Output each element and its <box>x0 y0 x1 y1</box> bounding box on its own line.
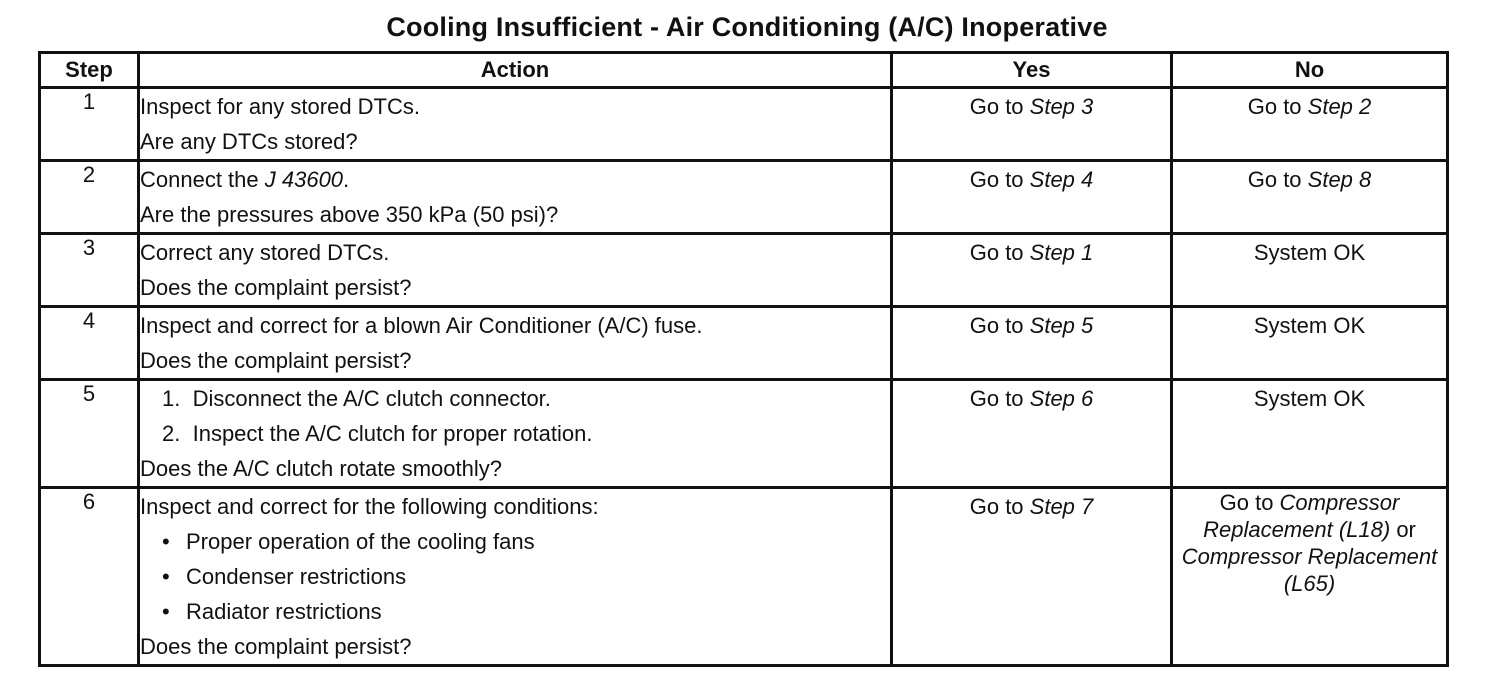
bullet-icon: • <box>162 599 170 624</box>
no-result: System OK <box>1253 313 1366 338</box>
step-number: 4 <box>40 307 139 380</box>
tool-reference: J 43600 <box>264 167 344 192</box>
table-row <box>40 488 1448 666</box>
action-question: Does the complaint persist? <box>140 348 412 373</box>
action-question: Does the A/C clutch rotate smoothly? <box>140 456 502 481</box>
yes-step-link[interactable]: Step 1 <box>1029 240 1094 265</box>
no-step-link[interactable]: Step 2 <box>1307 94 1372 119</box>
yes-prefix: Go to <box>969 386 1030 411</box>
diagnostic-table <box>38 51 1449 667</box>
yes-prefix: Go to <box>969 313 1030 338</box>
yes-cell <box>892 307 1172 380</box>
action-text: Correct any stored DTCs. <box>140 240 390 265</box>
yes-step-link[interactable]: Step 3 <box>1029 94 1094 119</box>
table-row <box>40 380 1448 488</box>
yes-cell <box>892 88 1172 161</box>
table-row <box>40 161 1448 234</box>
action-text: Inspect and correct for a blown Air Conditioner (A/C) fuse. <box>140 313 703 338</box>
yes-cell <box>892 234 1172 307</box>
table-row <box>40 234 1448 307</box>
bullet-icon: • <box>162 564 170 589</box>
table-row <box>40 307 1448 380</box>
action-cell <box>139 488 892 666</box>
no-cell <box>1172 234 1448 307</box>
numbered-item: 2. Inspect the A/C clutch for proper rotation. <box>162 421 593 446</box>
step-number: 3 <box>40 234 139 307</box>
action-cell <box>139 234 892 307</box>
yes-step-link[interactable]: Step 7 <box>1029 494 1094 519</box>
header-no: No <box>1172 53 1448 88</box>
no-cell <box>1172 380 1448 488</box>
action-text: Inspect for any stored DTCs. <box>140 94 420 119</box>
no-prefix: Go to <box>1219 490 1280 515</box>
step-number: 2 <box>40 161 139 234</box>
no-cell <box>1172 88 1448 161</box>
action-cell <box>139 88 892 161</box>
header-row <box>40 53 1448 88</box>
action-text: Connect the J 43600. <box>140 167 350 192</box>
yes-step-link[interactable]: Step 6 <box>1029 386 1094 411</box>
no-cell <box>1172 307 1448 380</box>
yes-cell <box>892 488 1172 666</box>
compressor-replacement-l65-link[interactable]: Compressor Replacement (L65) <box>1181 544 1438 596</box>
action-cell <box>139 307 892 380</box>
bullet-item: • Condenser restrictions <box>140 559 890 594</box>
step-number: 6 <box>40 488 139 666</box>
bullet-item: • Radiator restrictions <box>140 594 890 629</box>
no-step-link[interactable]: Step 8 <box>1307 167 1372 192</box>
table-row <box>40 88 1448 161</box>
bullet-icon: • <box>162 529 170 554</box>
yes-step-link[interactable]: Step 4 <box>1029 167 1094 192</box>
action-cell <box>139 380 892 488</box>
yes-prefix: Go to <box>969 494 1030 519</box>
yes-cell <box>892 380 1172 488</box>
yes-cell <box>892 161 1172 234</box>
step-number: 5 <box>40 380 139 488</box>
yes-prefix: Go to <box>969 167 1030 192</box>
action-text: Inspect and correct for the following conditions: <box>140 494 599 519</box>
no-connector: or <box>1390 517 1416 542</box>
action-cell <box>139 161 892 234</box>
page-title: Cooling Insufficient - Air Conditioning (A/C) Inoperative <box>386 12 1108 42</box>
numbered-item: 1. Disconnect the A/C clutch connector. <box>162 386 551 411</box>
action-question: Does the complaint persist? <box>140 275 412 300</box>
action-question: Are the pressures above 350 kPa (50 psi)? <box>140 202 559 227</box>
no-cell <box>1172 488 1448 666</box>
step-number: 1 <box>40 88 139 161</box>
header-action: Action <box>139 53 892 88</box>
header-step: Step <box>40 53 139 88</box>
bullet-item: • Proper operation of the cooling fans <box>140 524 890 559</box>
compressor-replacement-l18-link[interactable]: Compressor Replacement (L18) <box>1203 490 1400 542</box>
yes-prefix: Go to <box>969 240 1030 265</box>
no-cell <box>1172 161 1448 234</box>
no-prefix: Go to <box>1247 167 1308 192</box>
yes-step-link[interactable]: Step 5 <box>1029 313 1094 338</box>
no-result: System OK <box>1253 240 1366 265</box>
header-yes: Yes <box>892 53 1172 88</box>
no-result: System OK <box>1253 386 1366 411</box>
action-question: Are any DTCs stored? <box>140 129 358 154</box>
no-prefix: Go to <box>1247 94 1308 119</box>
yes-prefix: Go to <box>969 94 1030 119</box>
action-question: Does the complaint persist? <box>140 634 412 659</box>
